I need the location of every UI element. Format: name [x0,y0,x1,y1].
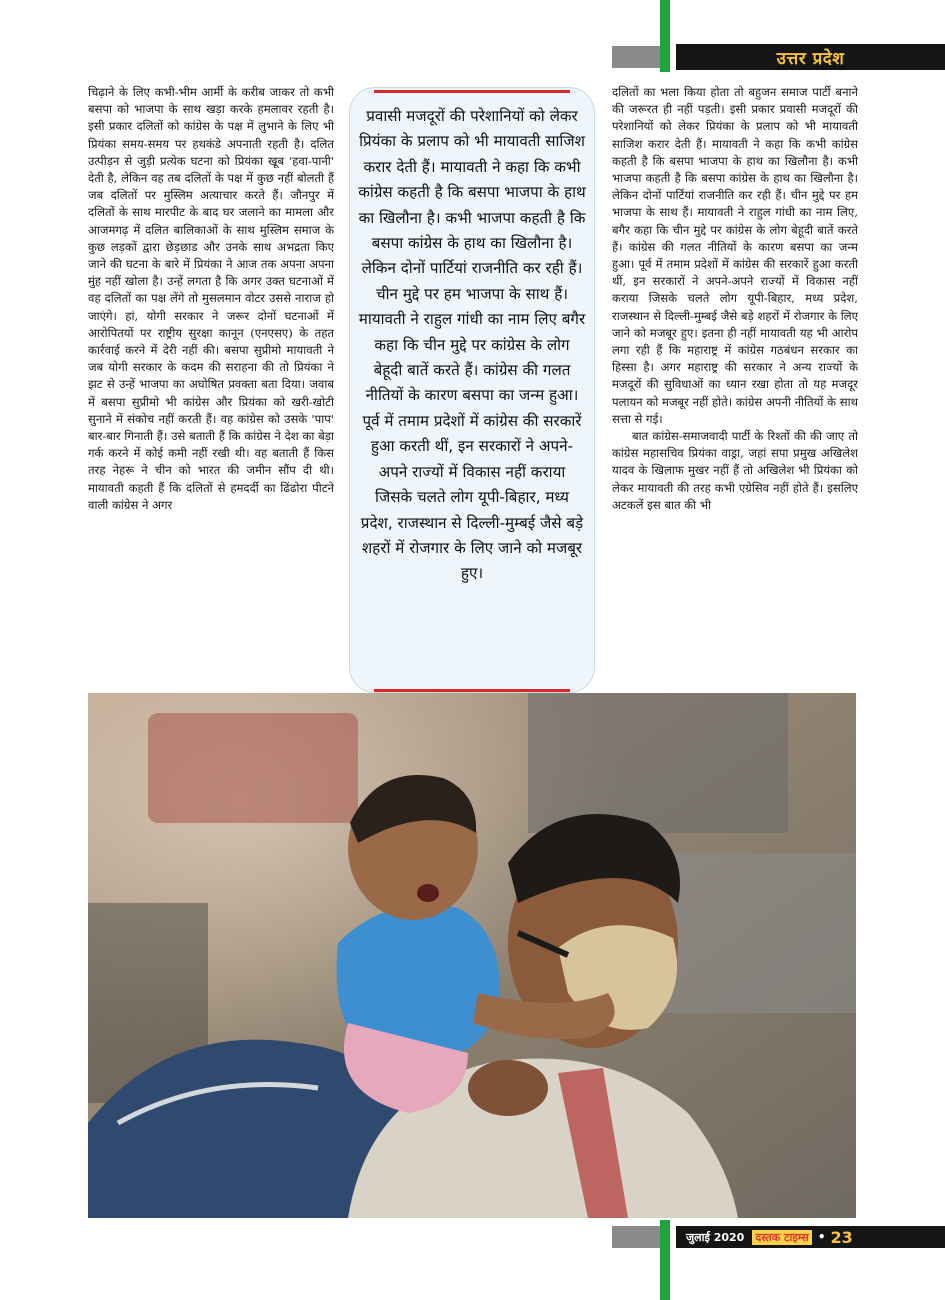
photo-illustration [88,693,856,1218]
magazine-logo: दस्तक टाइम्स [752,1230,811,1245]
section-label: उत्तर प्रदेश [676,44,945,70]
left-column [88,84,334,676]
pull-quote-text: प्रवासी मजदूरों की परेशानियों को लेकर प्रियंका के प्रलाप को भी मायावती साजिश करार देती हैं। मायावती ने कहा कि कभी कांग्रेस कहती है कि बसपा भाजपा के हाथ का खिलौना है। कभी भाजपा कहती है कि बसपा कांग्रेस के हाथ का खिलौना है। लेकिन दोनों पार्टियां राजनीति कर रही हैं। चीन मुद्दे पर हम भाजपा के साथ हैं। मायावती ने राहुल गांधी का नाम लिए बगैर कहा कि चीन मुद्दे पर कांग्रेस के लोग बेहूदी बातें करते हैं। कांग्रेस की गलत नीतियों के कारण बसपा का जन्म हुआ। पूर्व में तमाम प्रदेशों में कांग्रेस की सरकारें हुआ करती थीं, इन सरकारों ने अपने-अपने राज्यों में विकास नहीं कराया जिसके चलते लोग यूपी-बिहार, मध्य प्रदेश, राजस्थान से दिल्ली-मुम्बई जैसे बड़े शहरों में रोजगार के लिए जाने को मजबूर हुए। [358,107,586,583]
issue-date: जुलाई 2020 [686,1230,745,1244]
left-paragraph: चिढ़ाने के लिए कभी-भीम आर्मी के करीब जाकर तो कभी बसपा को भाजपा के साथ खड़ा करके हमलावर रहती है। इसी प्रकार दलितों को कांग्रेस के पक्ष में लुभाने के लिए भी प्रियंका समय-समय पर हथकंडे अपनाती रहती है। दलित उत्पीड़न से जुड़ी प्रत्येक घटना को प्रियंका खूब 'हवा-पानी' देती है, लेकिन वह तब दलितों के पक्ष में कुछ नहीं बोलती हैं जब दलितों पर मुस्लिम अत्याचार करते हैं। जौनपुर में दलितों के साथ मारपीट के बाद घर जलाने का मामला और आजमगढ़ में दलित बालिकाओं के साथ मुस्लिम समाज के कुछ लड़कों द्वारा छेड़छाड और उनके साथ अभद्रता किए जाने की घटना के बारे में प्रियंका ने आज तक अपना अपना मुंह नहीं खोला है। उन्हें लगता है कि अगर उक्त घटनाओं में वह दलितों का पक्ष लेंगे तो मुसलमान वोटर उससे नाराज हो जाएंगे। हां, योगी सरकार ने जरूर दोनों घटनाओं में आरोपितयों पर राष्ट्रीय सुरक्षा कानून (एनएसए) के तहत कार्रवाई करने में देरी नहीं की। बसपा सुप्रीमो मायावती ने जब योगी सरकार के कदम की सराहना की तो प्रियंका ने झट से उन्हें भाजपा का अघोषित प्रवक्ता बता दिया। जवाब में बसपा सुप्रीमो भी कांग्रेस और प्रियंका को खरी-खोटी सुनाने में संकोच नहीं करती हैं। वह कांग्रेस को उसके 'पाप' बार-बार गिनाती हैं। उसे बताती हैं कि कांग्रेस ने देश का बेड़ा गर्क करने में कोई कमी नहीं रखी थी। वह बताती हैं किस तरह नेहरू ने चीन को भारत की जमीन सौंप दी थी। मायावती कहती हैं कि दलितों से हमदर्दी का ढिंढोरा पीटने वाली कांग्रेस ने अगर [88,85,334,512]
migrant-worker-photo [88,693,856,1218]
pull-quote-top-rule [374,90,570,93]
pull-quote-bottom-rule [374,689,570,692]
top-green-bar [660,0,670,72]
page-footer [676,1226,945,1248]
bottom-green-bar [660,1220,670,1300]
page-number: 23 [830,1227,853,1247]
right-column [612,84,858,676]
right-paragraph-1: दलितों का भला किया होता तो बहुजन समाज पार्टी बनाने की जरूरत ही नहीं पड़ती। इसी प्रकार प्रवासी मजदूरों की परेशानियों को लेकर प्रियंका के प्रलाप को भी मायावती साजिश करार देती हैं। मायावती ने कहा कि कभी कांग्रेस कहती है कि बसपा भाजपा के हाथ का खिलौना है। कभी भाजपा कहती है कि बसपा कांग्रेस के हाथ का खिलौना है। लेकिन दोनों पार्टियां राजनीति कर रही हैं। चीन मुद्दे पर हम भाजपा के साथ हैं। मायावती ने राहुल गांधी का नाम लिए, बगैर कहा कि चीन मुद्दे पर कांग्रेस के लोग बेहूदी बातें करते हैं। कांग्रेस की गलत नीतियों के कारण बसपा का जन्म हुआ। पूर्व में तमाम प्रदेशों में कांग्रेस की सरकारें हुआ करती थीं, इन सरकारों ने अपने-अपने राज्यों में विकास नहीं कराया जिसके चलते लोग यूपी-बिहार, मध्य प्रदेश, राजस्थान से दिल्ली-मुम्बई जैसे बड़े शहरों में रोजगार के लिए जाने को मजबूर हुए। इतना ही नहीं मायावती यह भी आरोप लगा रही हैं कि महाराष्ट्र में कांग्रेस गठबंधन सरकार का हिस्सा है। अगर महाराष्ट्र की सरकार ने अन्य राज्यों के मजदूरों की सुविधाओं का ध्यान रखा होता तो यह मजदूर पलायन को मजबूर नहीं होते। कांग्रेस अपनी नीतियों के साथ सत्ता से गई। [612,85,858,426]
pull-quote-box [349,87,595,693]
right-paragraph-2: बात कांग्रेस-समाजवादी पार्टी के रिश्तों की की जाए तो कांग्रेस महासचिव प्रियंका वाड्रा, जहां सपा प्रमुख अखिलेश यादव के खिलाफ मुखर नहीं हैं तो अखिलेश भी प्रियंका को लेकर मायावती की तरह कभी एग्रेसिव नहीं होते हैं। इसलिए अटकलें इस बात की भी [612,429,858,512]
header-gray-block [612,46,660,68]
footer-bullet: • [817,1230,826,1244]
footer-gray-block [612,1226,660,1248]
